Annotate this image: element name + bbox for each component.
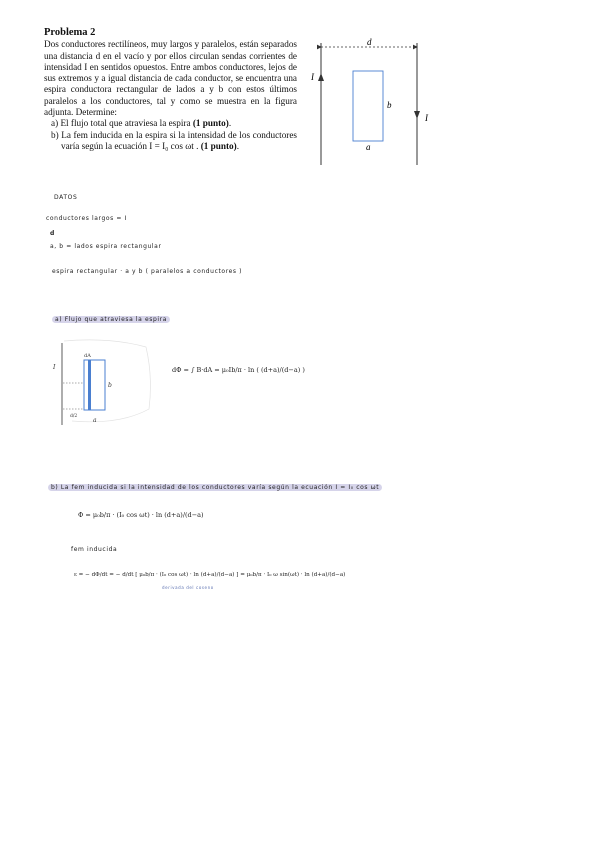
item-b-points: (1 punto): [200, 140, 237, 151]
label-b: b: [387, 100, 392, 110]
sketch-label-b: b: [108, 382, 112, 389]
label-I-left: I: [311, 72, 314, 82]
item-a-label: a): [51, 118, 59, 129]
notes-espira: espira rectangular · a y b ( paralelos a conductores ): [52, 268, 243, 275]
notes-d: d: [50, 230, 55, 237]
part-a-heading: a) Flujo que atraviesa la espira: [52, 316, 170, 323]
problem-figure: [305, 35, 440, 170]
part-b-label: fem inducida: [71, 546, 118, 553]
problem-item-a: a) El flujo total que atraviesa la espira (1 punto).: [51, 118, 232, 129]
item-a-text: El flujo total que atraviesa la espira: [60, 118, 191, 129]
sketch-scribble: [64, 340, 150, 422]
item-b-text: La fem inducida en la espira si la intensidad de los conductores varía según la ecuación I = I₀ cos ωt .: [61, 129, 298, 151]
item-a-points: (1 punto): [192, 118, 229, 129]
problem-statement: [44, 27, 297, 152]
notes-datos: DATOS: [54, 194, 78, 201]
rectangular-loop: [353, 71, 383, 141]
sketch-label-a: a: [93, 417, 97, 424]
part-b-heading: b) La fem inducida si la intensidad de los conductores varía según la ecuación I = I₀ cos ωt: [48, 484, 382, 491]
sketch-label-d: d/2: [70, 414, 78, 419]
sketch-label-dA: dA: [84, 353, 91, 359]
sketch-loop: [84, 360, 105, 410]
label-d: d: [367, 37, 372, 47]
sketch-dA-strip: [88, 360, 91, 410]
part-b-fem-formula: ε = − dΦ/dt = − d/dt [ μ₀b/π · (I₀ cos ωt) · ln (d+a)/(d−a) ] = μ₀b/π · I₀ ω sin(ωt) · ln (d+a)/(d−a): [74, 572, 346, 578]
current-down-arrow-icon: [414, 111, 420, 119]
item-b-label: b): [51, 129, 59, 140]
problem-title: Problema 2: [44, 27, 96, 38]
problem-body: Dos conductores rectilíneos, muy largos y paralelos, están separados una distancia d en el vacío y por ellos circulan sendas corrientes de intensidad I en sentidos opuestos. Entre ambos conductores, lejos de sus extremos y a igual distancia de cada conductor, se encuentra una espira conductora rectangular de lados a y b con estos últimos paralelos a los conductores, tal y como se muestra en la figura adjunta. Determine:: [44, 39, 297, 118]
part-b-subnote: derivada del coseno: [162, 585, 214, 590]
part-a-formula: dΦ = ∫ B·dA = μ₀Ib/π · ln ( (d+a)/(d−a) ): [172, 366, 305, 374]
notes-conductores: conductores largos = I: [46, 215, 127, 222]
part-a-sketch: [50, 337, 160, 432]
problem-item-b: b) La fem inducida en la espira si la intensidad de los conductores varía según la ecuación I = I₀ cos ωt . (1 punto).: [51, 129, 298, 151]
current-up-arrow-icon: [318, 73, 324, 81]
sketch-label-I: I: [53, 364, 56, 371]
notes-ab: a, b = lados espira rectangular: [50, 243, 162, 250]
part-b-flux-formula: Φ = μ₀b/π · (I₀ cos ωt) · ln (d+a)/(d−a): [78, 511, 204, 519]
label-a: a: [366, 142, 371, 152]
label-I-right: I: [425, 113, 428, 123]
